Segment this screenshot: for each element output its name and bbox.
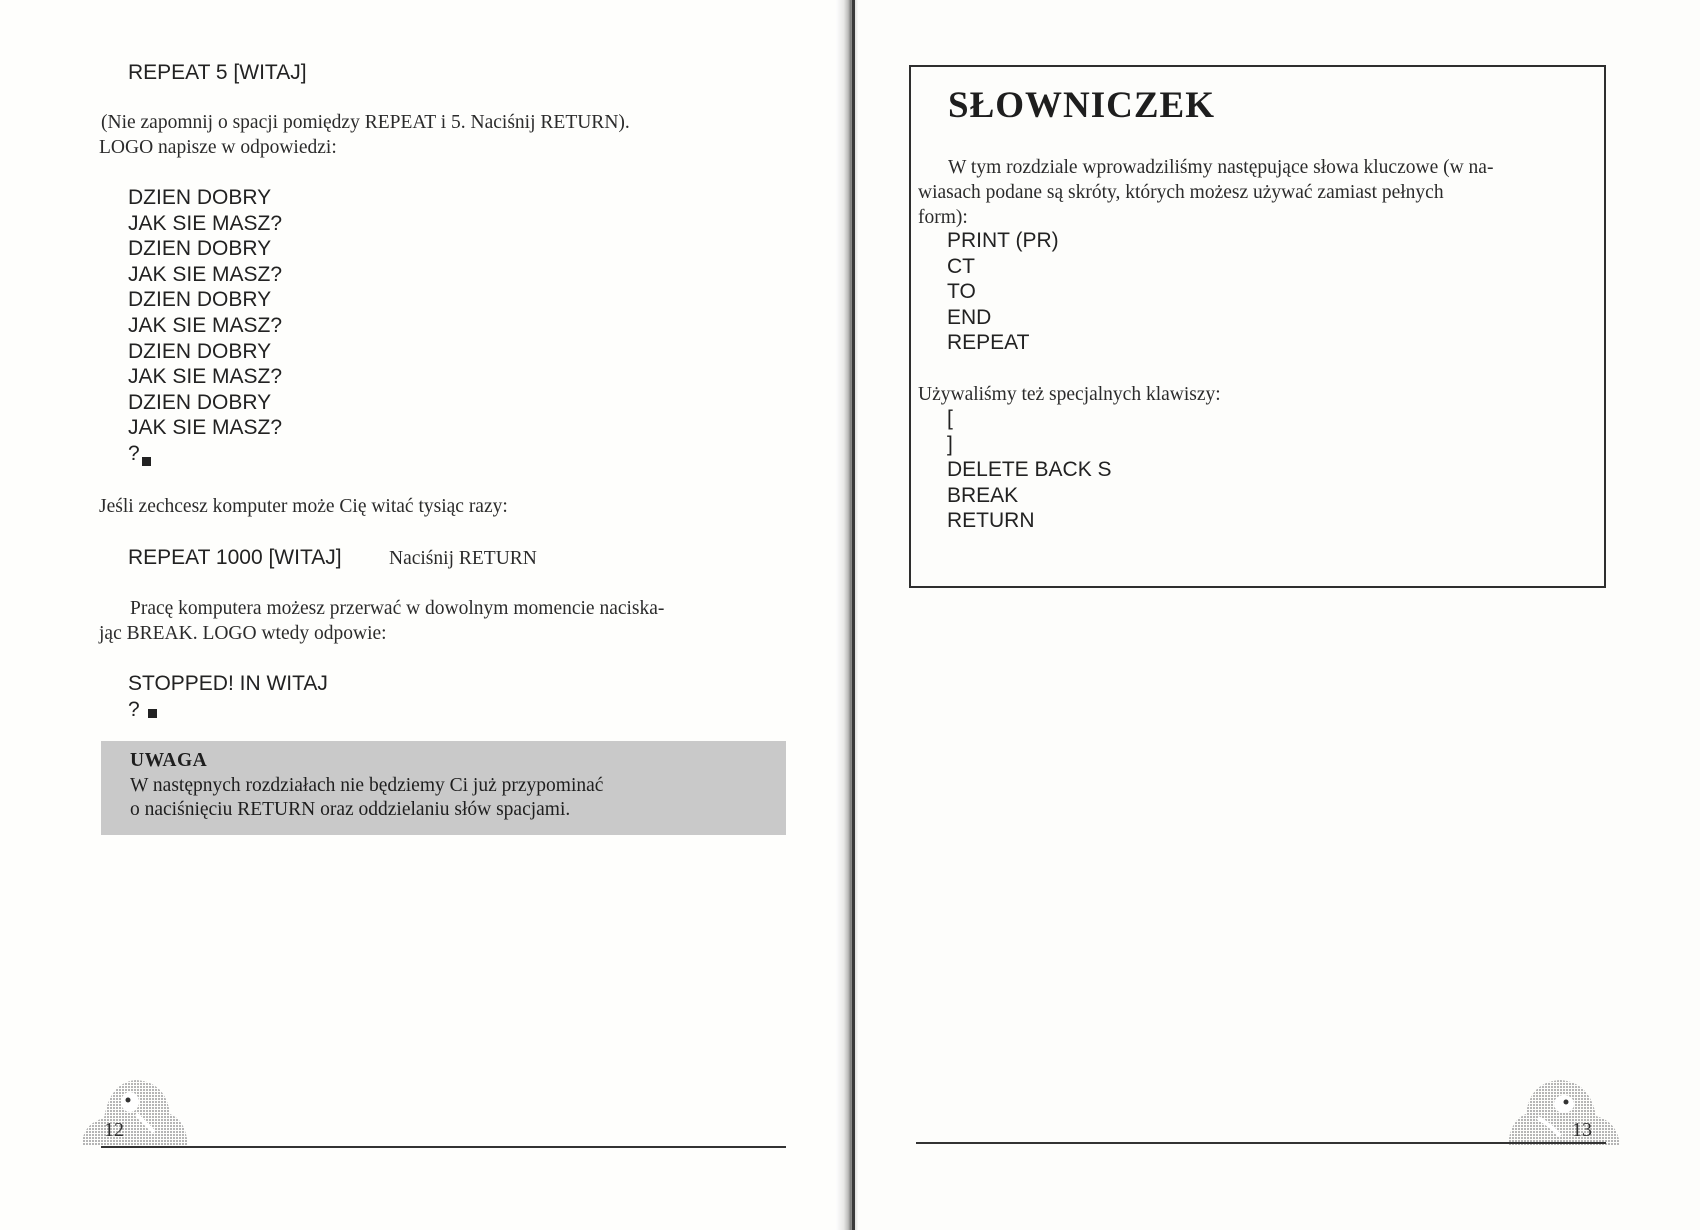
gutter-edge bbox=[852, 0, 855, 1230]
special-key-item: RETURN bbox=[947, 509, 1035, 533]
keyword-list bbox=[947, 228, 1059, 356]
note-line-1: W następnych rozdziałach nie będziemy Ci już przypominać bbox=[130, 774, 604, 796]
special-key-item: [ bbox=[947, 407, 953, 430]
special-keys-list bbox=[947, 406, 1112, 534]
output-line: DZIEN DOBRY bbox=[128, 237, 272, 261]
output-line: JAK SIE MASZ? bbox=[128, 416, 283, 440]
keyword-item: REPEAT bbox=[947, 331, 1030, 355]
logo-output-block bbox=[128, 185, 282, 467]
cursor-block-icon bbox=[148, 709, 157, 718]
paragraph-break-line-2: jąc BREAK. LOGO wtedy odpowie: bbox=[99, 623, 387, 644]
note-line-2: o naciśnięciu RETURN oraz oddzielaniu słów spacjami. bbox=[130, 799, 571, 820]
keyword-item: CT bbox=[947, 254, 975, 278]
glossary-intro-line-3: form): bbox=[918, 207, 968, 228]
paragraph-spacing-hint: (Nie zapomnij o spacji pomiędzy REPEAT i 5. Naciśnij RETURN). bbox=[101, 112, 630, 133]
special-keys-intro: Używaliśmy też specjalnych klawiszy: bbox=[918, 384, 1221, 405]
output-line: JAK SIE MASZ? bbox=[128, 313, 283, 337]
page-number-left: 12 bbox=[104, 1119, 124, 1141]
glossary-title: SŁOWNICZEK bbox=[948, 85, 1216, 126]
command-return-note: Naciśnij RETURN bbox=[389, 548, 537, 569]
special-key-item: BREAK bbox=[947, 483, 1019, 507]
paragraph-break-line-1: Pracę komputera możesz przerwać w dowolnym momencie naciska- bbox=[130, 598, 665, 619]
footer-rule-left bbox=[101, 1146, 786, 1148]
paragraph-thousand-times: Jeśli zechcesz komputer może Cię witać tysiąc razy: bbox=[99, 496, 508, 517]
output-line: DZIEN DOBRY bbox=[128, 339, 272, 363]
glossary-intro-line-1: W tym rozdziale wprowadziliśmy następujące słowa kluczowe (w na- bbox=[948, 157, 1494, 178]
keyword-item: TO bbox=[947, 280, 976, 304]
keyword-item: END bbox=[947, 305, 992, 329]
output-line: DZIEN DOBRY bbox=[128, 390, 272, 414]
output-line: JAK SIE MASZ? bbox=[128, 365, 283, 389]
output-line: JAK SIE MASZ? bbox=[128, 211, 283, 235]
footer-rule-right bbox=[916, 1142, 1606, 1144]
stopped-message: STOPPED! IN WITAJ bbox=[128, 672, 328, 695]
note-title: UWAGA bbox=[130, 750, 208, 771]
prompt-symbol: ? bbox=[128, 441, 140, 465]
special-key-item: DELETE BACK S bbox=[947, 458, 1112, 482]
paragraph-logo-response: LOGO napisze w odpowiedzi: bbox=[99, 137, 337, 158]
output-line: DZIEN DOBRY bbox=[128, 288, 272, 312]
glossary-intro-line-2: wiasach podane są skróty, których możesz używać zamiast pełnych bbox=[918, 182, 1444, 203]
command-repeat-5: REPEAT 5 [WITAJ] bbox=[128, 61, 307, 84]
page-number-right: 13 bbox=[1572, 1119, 1592, 1141]
note-content bbox=[130, 749, 770, 823]
turtle-mascot-icon bbox=[1500, 1074, 1624, 1148]
output-line: JAK SIE MASZ? bbox=[128, 262, 283, 286]
output-line: DZIEN DOBRY bbox=[128, 186, 272, 209]
paragraph-break bbox=[99, 596, 784, 646]
prompt-line bbox=[128, 441, 282, 467]
prompt-line-2 bbox=[128, 697, 157, 723]
command-repeat-1000: REPEAT 1000 [WITAJ] bbox=[128, 546, 342, 569]
glossary-intro bbox=[918, 155, 1598, 230]
special-key-item: ] bbox=[947, 432, 953, 456]
keyword-item: PRINT (PR) bbox=[947, 229, 1059, 252]
prompt-symbol: ? bbox=[128, 698, 140, 721]
turtle-mascot-icon bbox=[74, 1074, 194, 1148]
cursor-block-icon bbox=[142, 457, 151, 466]
